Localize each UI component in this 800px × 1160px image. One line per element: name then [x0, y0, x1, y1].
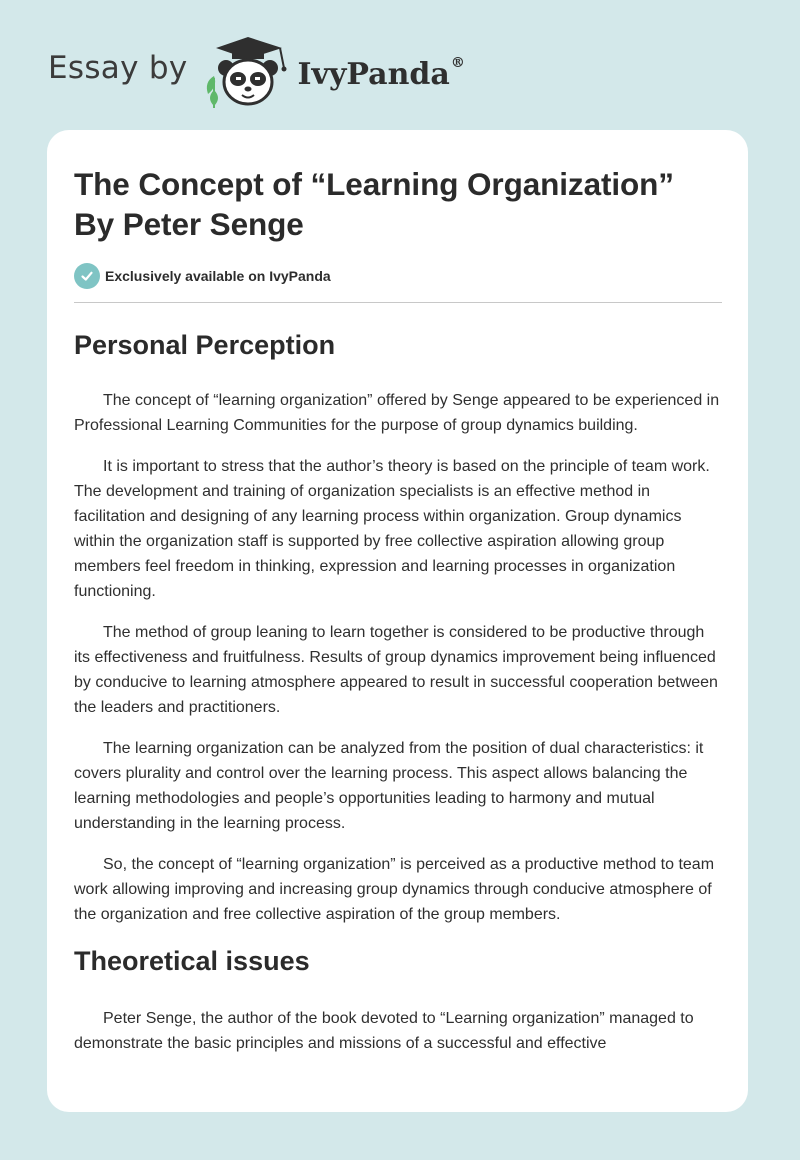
- check-badge-icon: [74, 263, 100, 289]
- brand-name-text: IvyPanda: [297, 56, 450, 92]
- exclusive-badge: [74, 262, 722, 290]
- essay-by-label: Essay by: [48, 50, 188, 86]
- paragraph: So, the concept of “learning organization” is perceived as a productive method to team work allowing improving and increasing group dynamics through conducive atmosphere of the organization and free collective aspiration of the group members.: [74, 856, 715, 923]
- article-title-line-1: The Concept of “Learning Organization”: [74, 166, 674, 202]
- paragraph: The concept of “learning organization” offered by Senge appeared to be experienced in Professional Learning Communities for the purpose of group dynamics building.: [74, 392, 720, 434]
- title-divider: [74, 302, 722, 303]
- exclusive-label: Exclusively available on IvyPanda: [105, 268, 331, 284]
- section-theoretical-issues: [74, 1006, 722, 1056]
- site-header-logo[interactable]: [48, 34, 465, 110]
- panda-graduate-logo-icon: [202, 34, 294, 110]
- paragraph: The learning organization can be analyzed from the position of dual characteristics: it covers plurality and control over the learning process. This aspect allows balancing the learning methodologies and people’s opportunities leading to harmony and mutual understanding in the learning process.: [74, 740, 704, 832]
- section-heading-theoretical-issues: Theoretical issues: [74, 946, 310, 976]
- article-title: [74, 164, 722, 244]
- article-title-line-2: By Peter Senge: [74, 206, 304, 242]
- section-personal-perception: [74, 388, 722, 927]
- article-card: [47, 130, 748, 1112]
- registered-mark: ®: [450, 54, 465, 71]
- paragraph: Peter Senge, the author of the book devoted to “Learning organization” managed to demonstrate the basic principles and missions of a successful and effective: [74, 1010, 694, 1052]
- paragraph: It is important to stress that the author’s theory is based on the principle of team work. The development and training of organization specialists is an effective method in facilitation and designing of any learning process within organization. Group dynamics within the organization staff is supported by free collective aspiration allowing group members feel freedom in thinking, expression and learning processes in organization functioning.: [74, 458, 710, 600]
- section-heading-personal-perception: Personal Perception: [74, 330, 336, 360]
- brand-name: [297, 54, 465, 92]
- paragraph: The method of group leaning to learn together is considered to be productive through its effectiveness and fruitfulness. Results of group dynamics improvement being influenced by conducive to learning atmosphere appeared to result in successful cooperation between the leaders and practitioners.: [74, 624, 718, 716]
